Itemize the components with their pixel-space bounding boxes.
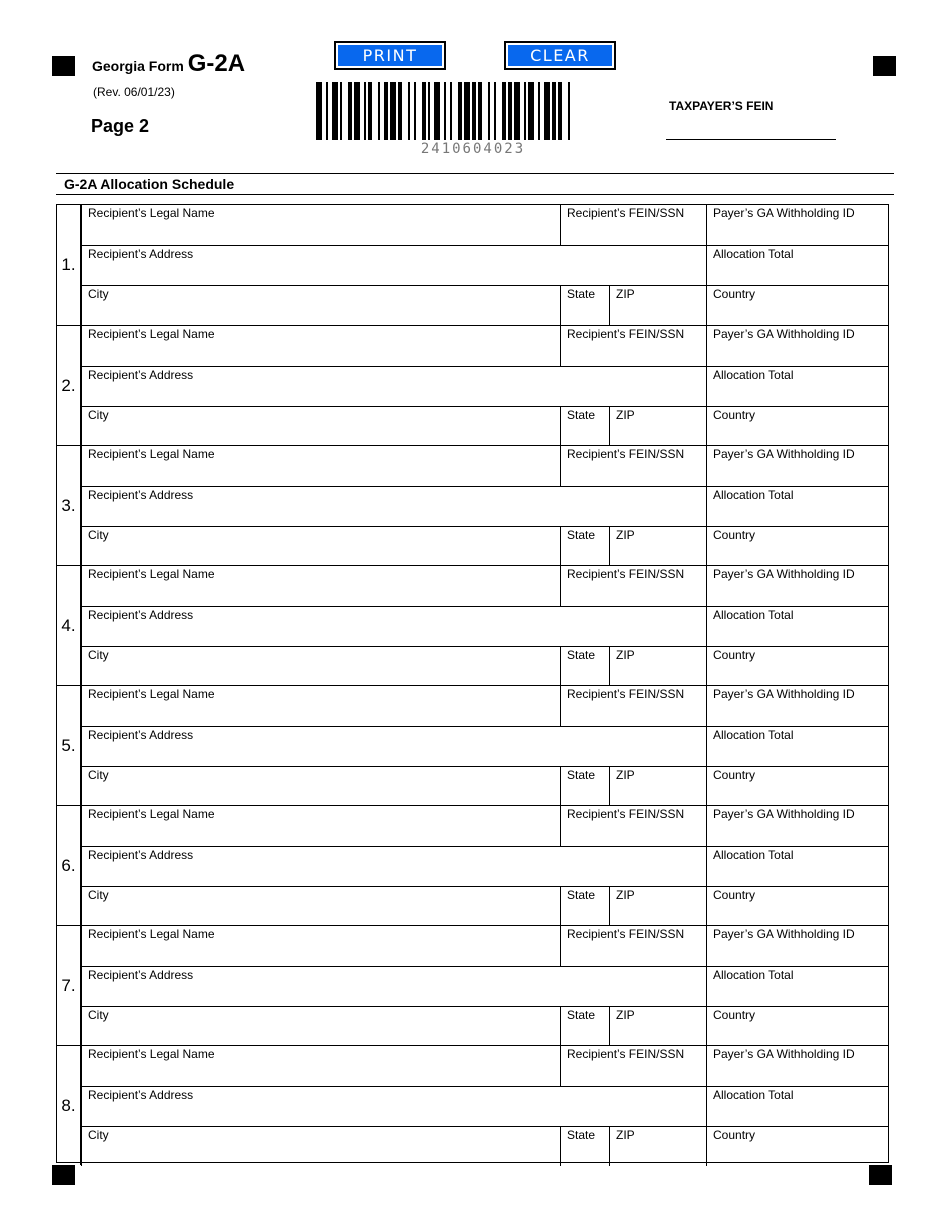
legal-name-field[interactable] [81,566,560,606]
barcode-bar [450,82,452,140]
form-id: G-2A [187,50,246,77]
city-field[interactable] [81,766,560,806]
allocation-total-label: Allocation Total [713,848,794,862]
address-label: Recipient’s Address [88,488,194,502]
country-field[interactable] [706,886,888,926]
city-label: City [88,888,109,902]
legal-name-label: Recipient’s Legal Name [88,327,215,341]
page-number: Page 2 [91,116,150,136]
address-field[interactable] [81,606,706,646]
allocation-total-label: Allocation Total [713,608,794,622]
allocation-total-label: Allocation Total [713,247,794,261]
withholding-id-field[interactable] [706,446,888,486]
withholding-id-label: Payer’s GA Withholding ID [713,206,855,220]
fein-ssn-field[interactable] [560,806,706,846]
entry-number: 6. [57,806,81,925]
schedule-entry [57,325,888,445]
address-field[interactable] [81,366,706,406]
allocation-total-field[interactable] [706,726,888,766]
address-label: Recipient’s Address [88,608,194,622]
state-label: State [567,1128,596,1142]
country-label: Country [713,1008,756,1022]
address-label: Recipient’s Address [88,247,194,261]
zip-field[interactable] [609,1006,706,1046]
schedule-entry [57,805,888,925]
barcode-bar [494,82,496,140]
state-label: State [567,408,596,422]
fein-ssn-field[interactable] [560,205,706,245]
withholding-id-field[interactable] [706,1046,888,1086]
barcode-bar [478,82,482,140]
schedule-bottom-rule [56,194,894,195]
address-label: Recipient’s Address [88,968,194,982]
withholding-id-label: Payer’s GA Withholding ID [713,567,855,581]
state-label: State [567,528,596,542]
address-label: Recipient’s Address [88,368,194,382]
city-field[interactable] [81,1126,560,1166]
entry-number: 3. [57,446,81,565]
country-label: Country [713,648,756,662]
registration-mark-top-left [52,56,75,76]
city-label: City [88,528,109,542]
print-button[interactable] [334,41,446,70]
barcode-bar [364,82,366,140]
registration-mark-bottom-right [869,1165,892,1185]
address-field[interactable] [81,726,706,766]
barcode [316,82,630,140]
withholding-id-label: Payer’s GA Withholding ID [713,687,855,701]
zip-label: ZIP [616,1008,635,1022]
zip-field[interactable] [609,406,706,446]
legal-name-label: Recipient’s Legal Name [88,206,215,220]
barcode-bar [368,82,372,140]
country-field[interactable] [706,406,888,446]
barcode-bar [508,82,512,140]
allocation-total-field[interactable] [706,1086,888,1126]
legal-name-label: Recipient’s Legal Name [88,447,215,461]
legal-name-field[interactable] [81,926,560,966]
legal-name-label: Recipient’s Legal Name [88,687,215,701]
schedule-entry [57,205,888,325]
withholding-id-field[interactable] [706,686,888,726]
state-label: State [567,768,596,782]
barcode-bar [422,82,426,140]
barcode-bar [444,82,446,140]
country-label: Country [713,888,756,902]
allocation-total-label: Allocation Total [713,368,794,382]
barcode-bar [488,82,490,140]
zip-label: ZIP [616,888,635,902]
form-title-prefix: Georgia Form [92,58,184,74]
schedule-entry [57,1045,888,1165]
country-field[interactable] [706,646,888,686]
address-label: Recipient’s Address [88,728,194,742]
fein-ssn-field[interactable] [560,446,706,486]
zip-field[interactable] [609,646,706,686]
zip-field[interactable] [609,886,706,926]
address-field[interactable] [81,846,706,886]
barcode-bar [340,82,342,140]
state-field[interactable] [560,646,609,686]
zip-field[interactable] [609,526,706,566]
address-label: Recipient’s Address [88,1088,194,1102]
withholding-id-field[interactable] [706,205,888,245]
fein-ssn-field[interactable] [560,1046,706,1086]
withholding-id-label: Payer’s GA Withholding ID [713,807,855,821]
withholding-id-label: Payer’s GA Withholding ID [713,927,855,941]
fein-ssn-field[interactable] [560,686,706,726]
legal-name-label: Recipient’s Legal Name [88,567,215,581]
zip-field[interactable] [609,1126,706,1166]
barcode-bar [398,82,402,140]
country-label: Country [713,408,756,422]
state-field[interactable] [560,766,609,806]
barcode-bar [568,82,570,140]
country-field[interactable] [706,1126,888,1166]
state-label: State [567,888,596,902]
country-label: Country [713,287,756,301]
barcode-bar [524,82,526,140]
barcode-bar [514,82,520,140]
barcode-bar [332,82,338,140]
zip-label: ZIP [616,408,635,422]
fein-ssn-label: Recipient’s FEIN/SSN [567,327,685,341]
barcode-bar [434,82,440,140]
withholding-id-field[interactable] [706,926,888,966]
city-label: City [88,287,109,301]
fein-ssn-label: Recipient’s FEIN/SSN [567,447,685,461]
city-field[interactable] [81,886,560,926]
withholding-id-field[interactable] [706,566,888,606]
country-label: Country [713,528,756,542]
barcode-bar [458,82,462,140]
entry-number: 2. [57,326,81,445]
state-field[interactable] [560,285,609,325]
address-field[interactable] [81,486,706,526]
form-title [92,50,245,78]
entry-number: 8. [57,1046,81,1165]
legal-name-field[interactable] [81,205,560,245]
city-field[interactable] [81,526,560,566]
clear-button-label: CLEAR [508,45,612,66]
barcode-bar [316,82,322,140]
allocation-total-label: Allocation Total [713,488,794,502]
barcode-bar [326,82,328,140]
zip-label: ZIP [616,768,635,782]
barcode-bar [384,82,388,140]
barcode-bar [428,82,430,140]
entry-number: 1. [57,205,81,325]
legal-name-label: Recipient’s Legal Name [88,927,215,941]
address-field[interactable] [81,1086,706,1126]
country-label: Country [713,1128,756,1142]
withholding-id-label: Payer’s GA Withholding ID [713,1047,855,1061]
city-label: City [88,1008,109,1022]
taxpayer-fein-label: TAXPAYER’S FEIN [669,99,774,113]
withholding-id-label: Payer’s GA Withholding ID [713,447,855,461]
print-button-label: PRINT [338,45,442,66]
form-revision: (Rev. 06/01/23) [93,85,175,99]
allocation-schedule-grid [56,204,889,1163]
entry-number: 5. [57,686,81,805]
barcode-bar [558,82,562,140]
taxpayer-fein-field[interactable] [666,139,836,140]
city-label: City [88,1128,109,1142]
entry-number: 4. [57,566,81,685]
allocation-total-label: Allocation Total [713,968,794,982]
schedule-top-rule [56,173,894,174]
city-field[interactable] [81,646,560,686]
state-label: State [567,648,596,662]
address-label: Recipient’s Address [88,848,194,862]
allocation-total-field[interactable] [706,245,888,285]
barcode-bar [348,82,352,140]
fein-ssn-label: Recipient’s FEIN/SSN [567,1047,685,1061]
city-field[interactable] [81,1006,560,1046]
registration-mark-top-right [873,56,896,76]
allocation-total-label: Allocation Total [713,728,794,742]
city-label: City [88,408,109,422]
barcode-bar [472,82,476,140]
city-label: City [88,768,109,782]
legal-name-field[interactable] [81,686,560,726]
zip-label: ZIP [616,528,635,542]
zip-label: ZIP [616,648,635,662]
legal-name-label: Recipient’s Legal Name [88,1047,215,1061]
zip-label: ZIP [616,1128,635,1142]
state-field[interactable] [560,886,609,926]
fein-ssn-field[interactable] [560,926,706,966]
allocation-total-field[interactable] [706,366,888,406]
fein-ssn-field[interactable] [560,566,706,606]
zip-field[interactable] [609,285,706,325]
fein-ssn-label: Recipient’s FEIN/SSN [567,807,685,821]
state-field[interactable] [560,526,609,566]
state-label: State [567,1008,596,1022]
city-label: City [88,648,109,662]
zip-field[interactable] [609,766,706,806]
fein-ssn-label: Recipient’s FEIN/SSN [567,567,685,581]
fein-ssn-field[interactable] [560,326,706,366]
legal-name-field[interactable] [81,1046,560,1086]
country-label: Country [713,768,756,782]
withholding-id-label: Payer’s GA Withholding ID [713,327,855,341]
state-field[interactable] [560,406,609,446]
barcode-bar [528,82,534,140]
schedule-entry [57,685,888,805]
state-label: State [567,287,596,301]
state-field[interactable] [560,1006,609,1046]
withholding-id-field[interactable] [706,326,888,366]
address-field[interactable] [81,245,706,285]
withholding-id-field[interactable] [706,806,888,846]
schedule-entry [57,565,888,685]
barcode-number: 2410604023 [420,141,526,157]
barcode-bar [378,82,380,140]
entry-number: 7. [57,926,81,1045]
fein-ssn-label: Recipient’s FEIN/SSN [567,206,685,220]
address-field[interactable] [81,966,706,1006]
city-field[interactable] [81,406,560,446]
city-field[interactable] [81,285,560,325]
schedule-title: G-2A Allocation Schedule [64,176,235,192]
legal-name-field[interactable] [81,326,560,366]
legal-name-field[interactable] [81,446,560,486]
barcode-bar [538,82,540,140]
allocation-total-field[interactable] [706,486,888,526]
fein-ssn-label: Recipient’s FEIN/SSN [567,687,685,701]
country-field[interactable] [706,766,888,806]
schedule-entry [57,925,888,1045]
clear-button[interactable] [504,41,616,70]
allocation-total-field[interactable] [706,846,888,886]
country-field[interactable] [706,1006,888,1046]
allocation-total-label: Allocation Total [713,1088,794,1102]
barcode-bar [390,82,396,140]
state-field[interactable] [560,1126,609,1166]
schedule-entry [57,445,888,565]
barcode-bar [552,82,556,140]
country-field[interactable] [706,285,888,325]
fein-ssn-label: Recipient’s FEIN/SSN [567,927,685,941]
barcode-bar [502,82,506,140]
barcode-bar [354,82,360,140]
allocation-total-field[interactable] [706,966,888,1006]
barcode-bar [464,82,470,140]
country-field[interactable] [706,526,888,566]
zip-label: ZIP [616,287,635,301]
registration-mark-bottom-left [52,1165,75,1185]
barcode-bar [414,82,416,140]
barcode-bar [408,82,410,140]
allocation-total-field[interactable] [706,606,888,646]
legal-name-field[interactable] [81,806,560,846]
legal-name-label: Recipient’s Legal Name [88,807,215,821]
barcode-bar [544,82,550,140]
